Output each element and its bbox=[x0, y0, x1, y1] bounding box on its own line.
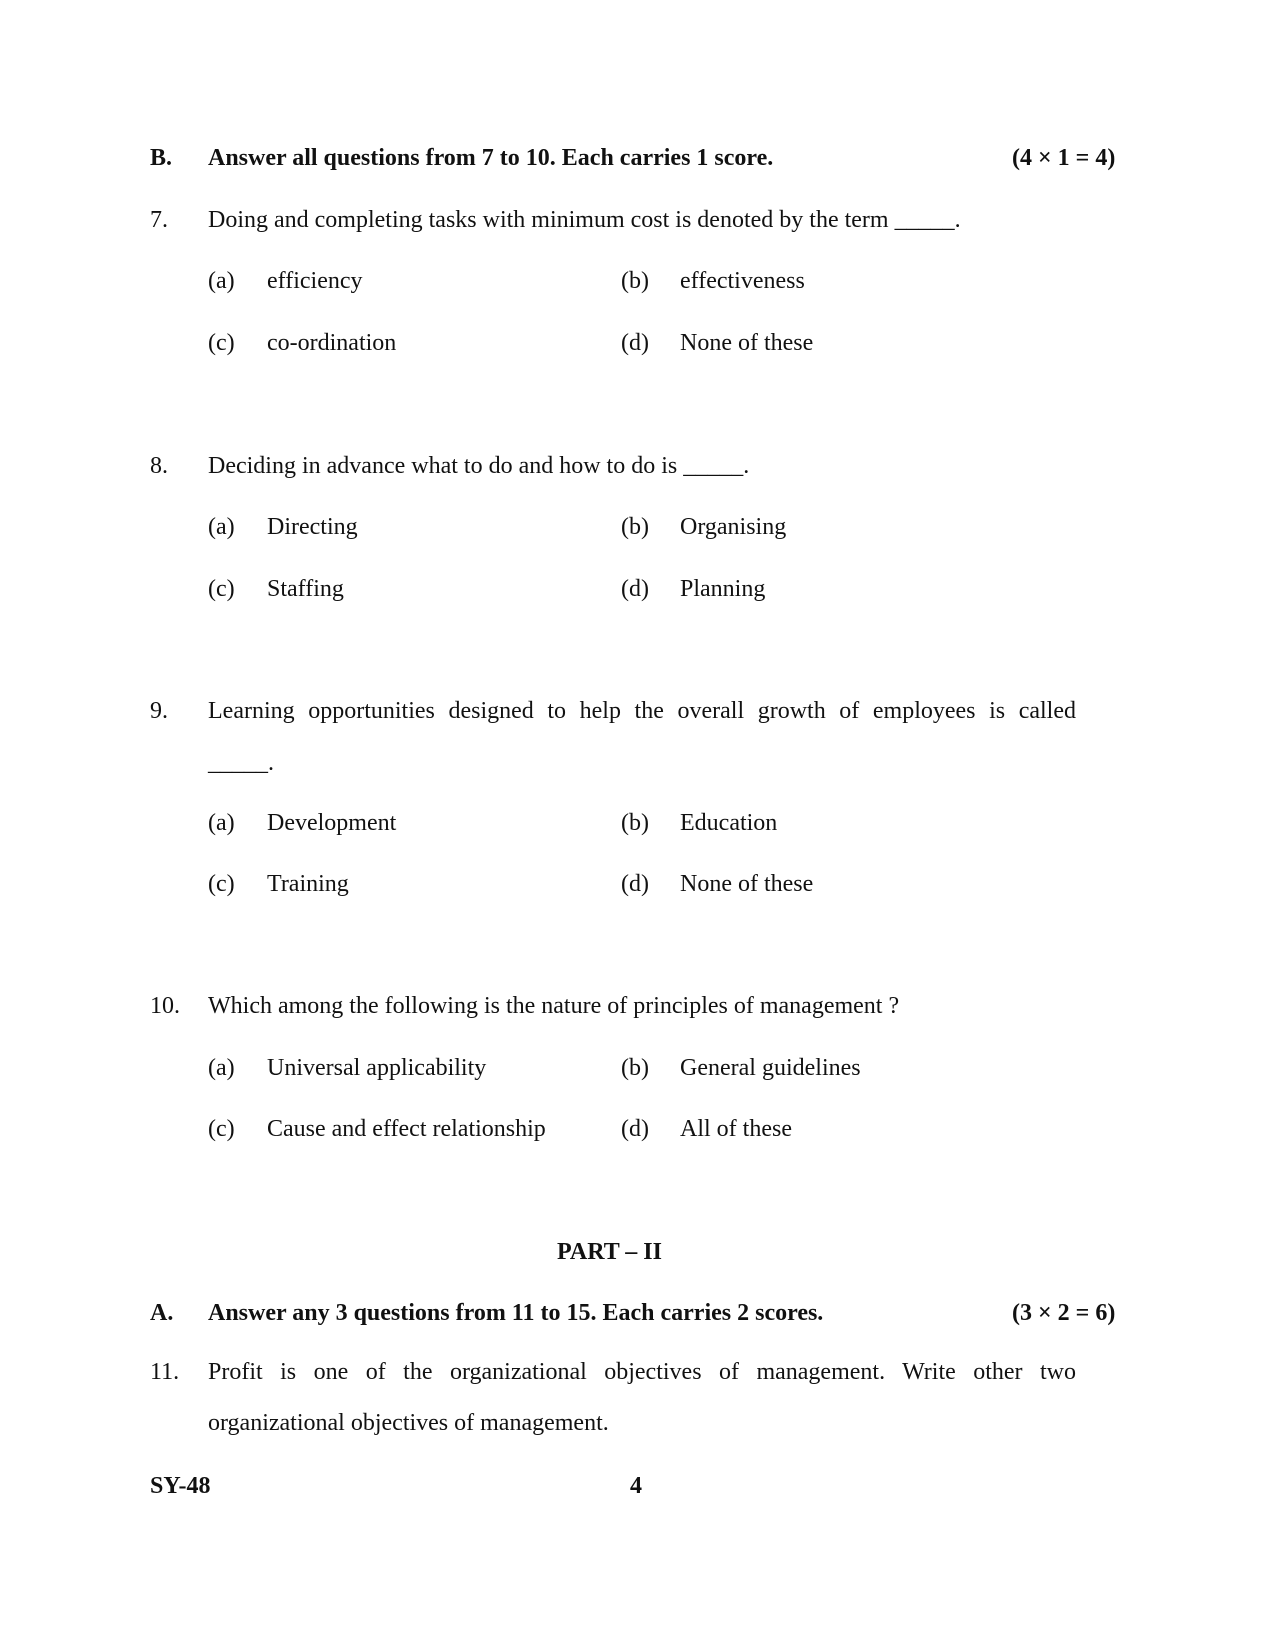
option-label: (b) bbox=[621, 1055, 649, 1081]
option-label: (c) bbox=[208, 871, 235, 897]
option-text: Education bbox=[680, 810, 778, 836]
section-a-marks: (3 × 2 = 6) bbox=[1012, 1300, 1116, 1326]
option-label: (d) bbox=[621, 576, 649, 602]
question-number: 10. bbox=[150, 993, 180, 1019]
option-text: Development bbox=[267, 810, 397, 836]
question-text: Profit is one of the organizational objectives of management. Write other two bbox=[208, 1359, 1076, 1385]
option-text: Training bbox=[267, 871, 349, 897]
question-number: 9. bbox=[150, 698, 168, 724]
option-label: (a) bbox=[208, 810, 235, 836]
option-text: None of these bbox=[680, 871, 814, 897]
question-text: Learning opportunities designed to help the overall growth of employees is called bbox=[208, 698, 1076, 724]
option-text: General guidelines bbox=[680, 1055, 861, 1081]
option-text: co-ordination bbox=[267, 330, 397, 356]
page-number: 4 bbox=[630, 1473, 642, 1499]
option-label: (b) bbox=[621, 514, 649, 540]
section-a-label: A. bbox=[150, 1300, 174, 1326]
option-label: (d) bbox=[621, 330, 649, 356]
option-label: (a) bbox=[208, 1055, 235, 1081]
question-text: Doing and completing tasks with minimum cost is denoted by the term _____. bbox=[208, 207, 961, 233]
part-title: PART – II bbox=[557, 1239, 662, 1265]
question-number: 8. bbox=[150, 453, 168, 479]
option-label: (b) bbox=[621, 810, 649, 836]
option-label: (c) bbox=[208, 1116, 235, 1142]
option-text: Planning bbox=[680, 576, 766, 602]
option-label: (c) bbox=[208, 576, 235, 602]
section-b-label: B. bbox=[150, 145, 173, 171]
option-text: effectiveness bbox=[680, 268, 805, 294]
option-label: (a) bbox=[208, 514, 235, 540]
question-text: Deciding in advance what to do and how to do is _____. bbox=[208, 453, 750, 479]
option-text: Directing bbox=[267, 514, 358, 540]
option-label: (c) bbox=[208, 330, 235, 356]
option-text: None of these bbox=[680, 330, 814, 356]
paper-code: SY-48 bbox=[150, 1473, 211, 1499]
question-number: 11. bbox=[150, 1359, 180, 1385]
section-a-instruction: Answer any 3 questions from 11 to 15. Each carries 2 scores. bbox=[208, 1300, 824, 1326]
option-text: Cause and effect relationship bbox=[267, 1116, 546, 1142]
option-label: (b) bbox=[621, 268, 649, 294]
option-text: Staffing bbox=[267, 576, 344, 602]
option-label: (d) bbox=[621, 1116, 649, 1142]
option-text: All of these bbox=[680, 1116, 792, 1142]
option-text: Organising bbox=[680, 514, 787, 540]
option-label: (d) bbox=[621, 871, 649, 897]
option-label: (a) bbox=[208, 268, 235, 294]
question-text: Which among the following is the nature of principles of management ? bbox=[208, 993, 900, 1019]
option-text: Universal applicability bbox=[267, 1055, 487, 1081]
option-text: efficiency bbox=[267, 268, 363, 294]
question-number: 7. bbox=[150, 207, 168, 233]
question-text-continued: organizational objectives of management. bbox=[208, 1410, 609, 1436]
section-b-marks: (4 × 1 = 4) bbox=[1012, 145, 1116, 171]
question-text-continued: _____. bbox=[208, 750, 274, 776]
section-b-instruction: Answer all questions from 7 to 10. Each carries 1 score. bbox=[208, 145, 774, 171]
